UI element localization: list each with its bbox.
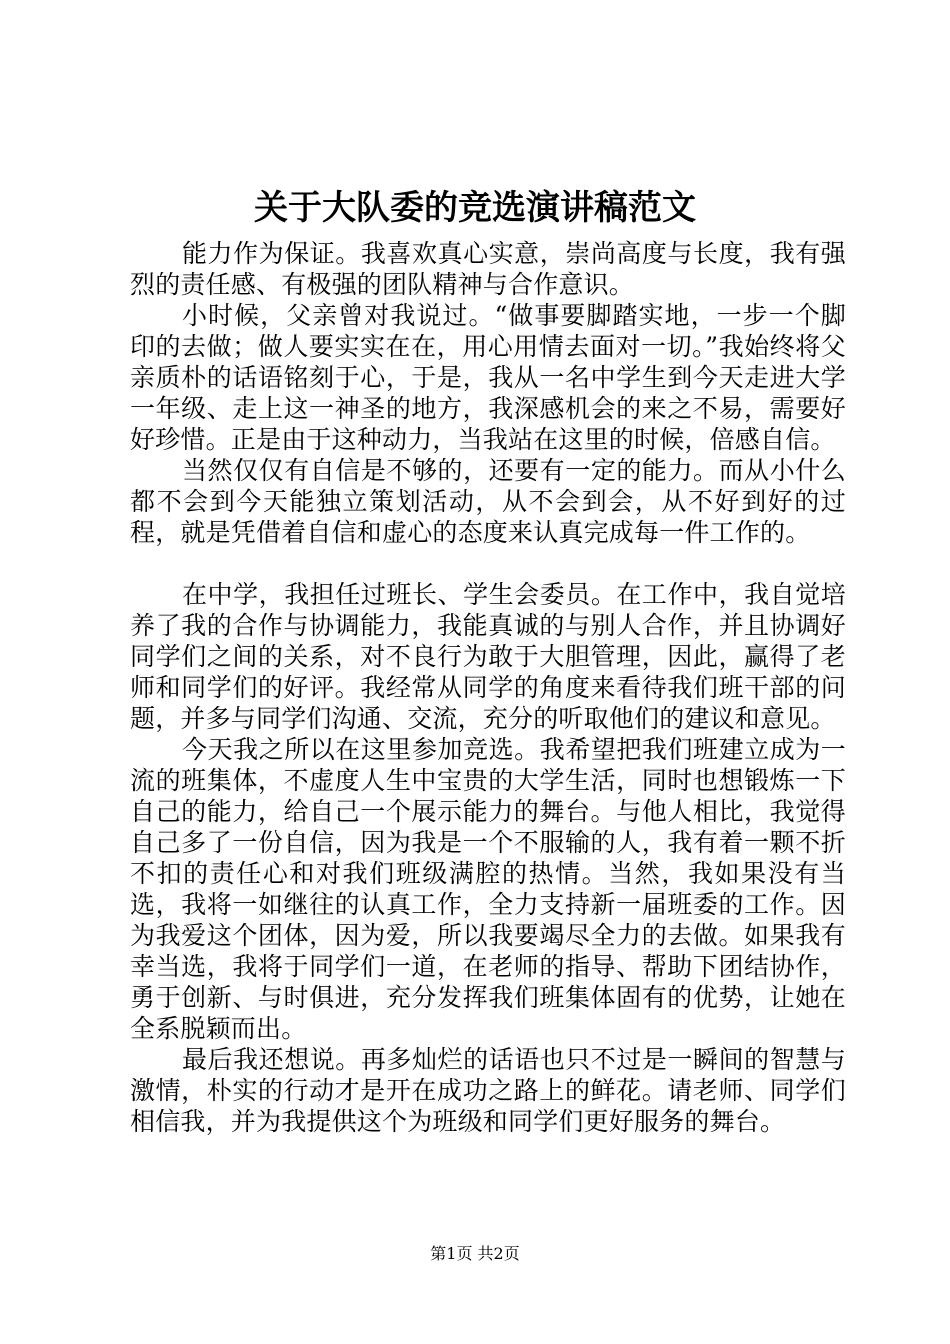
- paragraph: 最后我还想说。再多灿烂的话语也只不过是一瞬间的智慧与激情，朴实的行动才是开在成功之路上的鲜花。请老师、同学们相信我，并为我提供这个为班级和同学们更好服务的舞台。: [130, 1045, 846, 1136]
- document-body: [130, 238, 846, 1137]
- paragraph: 小时候，父亲曾对我说过。“做事要脚踏实地，一步一个脚印的去做；做人要实实在在，用心用情去面对一切。”我始终将父亲质朴的话语铭刻于心，于是，我从一名中学生到今天走进大学一年级、走上这一神圣的地方，我深感机会的来之不易，需要好好珍惜。正是由于这种动力，当我站在这里的时候，倍感自信。: [130, 301, 846, 454]
- paragraph: 能力作为保证。我喜欢真心实意，崇尚高度与长度，我有强烈的责任感、有极强的团队精神与合作意识。: [130, 239, 846, 299]
- paragraph: 在中学，我担任过班长、学生会委员。在工作中，我自觉培养了我的合作与协调能力，我能真诚的与别人合作，并且协调好同学们之间的关系，对不良行为敢于大胆管理，因此，赢得了老师和同学们的好评。我经常从同学的角度来看待我们班干部的问题，并多与同学们沟通、交流，充分的听取他们的建议和意见。: [130, 580, 846, 733]
- document-title: 关于大队委的竞选演讲稿范文: [254, 188, 696, 228]
- page-footer: [0, 1242, 950, 1266]
- paragraph: 当然仅仅有自信是不够的，还要有一定的能力。而从小什么都不会到今天能独立策划活动，从不会到会，从不好到好的过程，就是凭借着自信和虚心的态度来认真完成每一件工作的。: [130, 456, 846, 547]
- page-number-label: 第1页 共2页: [430, 1244, 520, 1263]
- paragraph: 今天我之所以在这里参加竞选。我希望把我们班建立成为一流的班集体，不虚度人生中宝贵的大学生活，同时也想锻炼一下自己的能力，给自己一个展示能力的舞台。与他人相比，我觉得自己多了一份自信，因为我是一个不服输的人，我有着一颗不折不扣的责任心和对我们班级满腔的热情。当然，我如果没有当选，我将一如继往的认真工作，全力支持新一届班委的工作。因为我爱这个团体，因为爱，所以我要竭尽全力的去做。如果我有幸当选，我将于同学们一道，在老师的指导、帮助下团结协作，勇于创新、与时俱进，充分发挥我们班集体固有的优势，让她在全系脱颖而出。: [130, 735, 846, 1043]
